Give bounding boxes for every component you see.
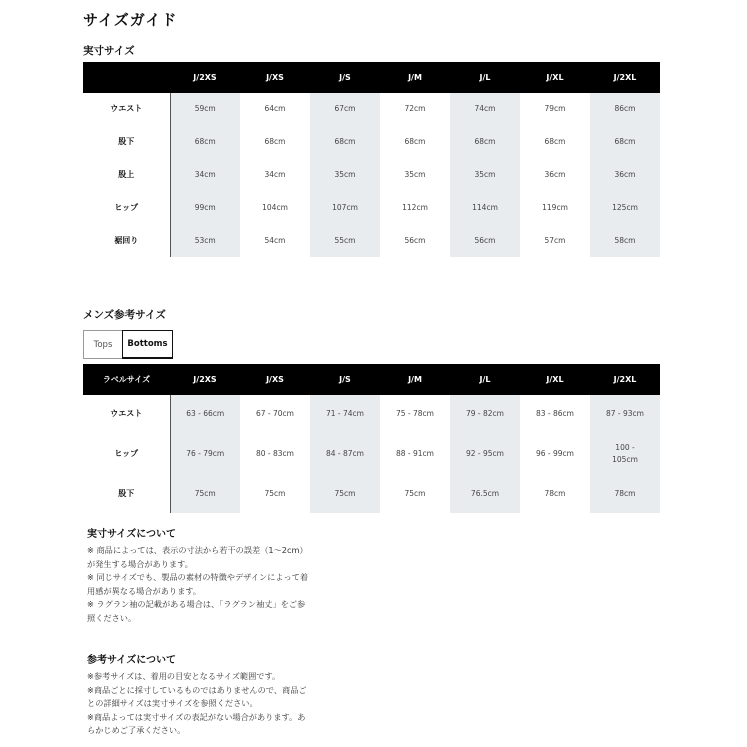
table-cell: 64cm <box>264 104 286 114</box>
table-cell: 80 - 83cm <box>256 449 294 458</box>
table-cell: 68cm <box>404 137 426 147</box>
row-label: ヒップ <box>83 433 170 475</box>
table-cell: 68cm <box>170 126 240 159</box>
note-line: との詳細サイズは実寸サイズを参照ください。 <box>87 698 258 708</box>
column-header: J/S <box>310 364 380 395</box>
note-line: ※ 同じサイズでも、製品の素材の特徴やデザインによって着 <box>87 572 309 582</box>
table-cell: 68cm <box>310 126 380 159</box>
column-header: J/M <box>380 62 450 93</box>
table-cell: 75cm <box>404 489 426 498</box>
table-cell: 67cm <box>310 93 380 126</box>
actual-size-table <box>83 62 660 257</box>
note-line: ※ 商品によっては、表示の寸法から若干の誤差（1〜2cm） <box>87 545 308 555</box>
table-cell: 92 - 95cm <box>450 433 520 475</box>
table-cell: 75 - 78cm <box>396 409 434 418</box>
table-cell: 83 - 86cm <box>536 409 574 418</box>
table-cell: 79cm <box>544 104 566 114</box>
table-cell: 36cm <box>544 169 566 179</box>
table-cell: 56cm <box>450 224 520 257</box>
table-cell: 76.5cm <box>450 475 520 513</box>
table-cell: 112cm <box>402 202 428 212</box>
table-cell: 75cm <box>170 475 240 513</box>
column-header: J/2XL <box>590 364 660 395</box>
table-row <box>83 433 660 475</box>
column-header: J/2XS <box>170 364 240 395</box>
table-row <box>83 224 660 257</box>
corner-cell: ラベルサイズ <box>83 364 170 395</box>
note-line: ※参考サイズは、着用の目安となるサイズ範囲です。 <box>87 671 281 681</box>
table-cell: 87 - 93cm <box>590 395 660 433</box>
table-row <box>83 395 660 433</box>
column-header: J/M <box>380 364 450 395</box>
note-heading: 参考サイズについて <box>87 655 176 666</box>
table-header-row <box>83 364 660 395</box>
row-label: ウエスト <box>83 395 170 433</box>
note-line: 照ください。 <box>87 612 137 623</box>
table-cell: 114cm <box>450 191 520 224</box>
row-label: 股下 <box>83 475 170 513</box>
reference-size-heading: メンズ参考サイズ <box>83 309 166 321</box>
table-cell: 63 - 66cm <box>170 395 240 433</box>
table-row <box>83 475 660 513</box>
table-header-row <box>83 62 660 93</box>
column-header: J/L <box>450 62 520 93</box>
actual-size-heading: 実寸サイズ <box>83 45 135 57</box>
table-cell: 78cm <box>590 475 660 513</box>
table-row <box>83 159 660 192</box>
category-tabs <box>83 330 173 359</box>
table-cell: 75cm <box>264 489 286 498</box>
column-header: J/L <box>450 364 520 395</box>
note-line: ※商品ごとに採寸しているものではありませんので、商品ご <box>87 684 307 695</box>
table-cell: 55cm <box>310 224 380 257</box>
table-row <box>83 126 660 159</box>
table-cell: 35cm <box>450 159 520 192</box>
note-heading: 実寸サイズについて <box>87 529 176 540</box>
table-row <box>83 93 660 126</box>
table-row <box>83 191 660 224</box>
table-cell: 34cm <box>170 159 240 192</box>
table-cell: 78cm <box>544 489 566 498</box>
table-cell: 34cm <box>264 169 286 179</box>
page-title: サイズガイド <box>83 11 178 29</box>
table-cell: 56cm <box>404 235 426 245</box>
row-label: 股下 <box>83 126 170 159</box>
table-cell: 74cm <box>450 93 520 126</box>
table-cell: 71 - 74cm <box>310 395 380 433</box>
table-cell: 96 - 99cm <box>536 449 574 458</box>
table-cell: 119cm <box>542 202 568 212</box>
column-header: J/2XL <box>590 62 660 93</box>
table-cell: 72cm <box>404 104 426 114</box>
actual-size-note <box>87 525 357 625</box>
column-header: J/XS <box>240 364 310 395</box>
row-label: 裾回り <box>83 224 170 257</box>
note-line: が発生する場合があります。 <box>87 558 193 569</box>
table-cell: 100 - 105cm <box>590 433 660 475</box>
table-cell: 76 - 79cm <box>170 433 240 475</box>
row-label: ウエスト <box>83 93 170 126</box>
row-label: ヒップ <box>83 191 170 224</box>
tab-bottoms[interactable]: Bottoms <box>122 330 173 359</box>
table-cell: 68cm <box>544 137 566 147</box>
table-cell: 84 - 87cm <box>310 433 380 475</box>
table-cell: 58cm <box>590 224 660 257</box>
table-cell: 57cm <box>544 235 566 245</box>
column-header: J/S <box>310 62 380 93</box>
table-cell: 75cm <box>310 475 380 513</box>
table-cell: 35cm <box>404 169 426 179</box>
table-cell: 35cm <box>310 159 380 192</box>
table-cell: 68cm <box>590 126 660 159</box>
table-cell: 104cm <box>262 202 288 212</box>
table-cell: 67 - 70cm <box>256 409 294 418</box>
column-header: J/XL <box>520 62 590 93</box>
note-line: ※商品よっては実寸サイズの表記がない場合があります。あ <box>87 711 306 722</box>
table-cell: 88 - 91cm <box>396 449 434 458</box>
table-cell: 125cm <box>590 191 660 224</box>
table-cell: 59cm <box>170 93 240 126</box>
note-line: 用感が異なる場合があります。 <box>87 585 201 596</box>
column-header: J/XS <box>240 62 310 93</box>
column-header: J/2XS <box>170 62 240 93</box>
reference-size-table <box>83 364 660 513</box>
note-line: ※ ラグラン袖の記載がある場合は、「ラグラン袖丈」をご参 <box>87 599 306 609</box>
reference-size-note <box>87 651 357 738</box>
table-cell: 99cm <box>170 191 240 224</box>
table-cell: 107cm <box>310 191 380 224</box>
table-cell: 36cm <box>590 159 660 192</box>
table-cell: 68cm <box>450 126 520 159</box>
tab-tops[interactable]: Tops <box>83 330 122 359</box>
column-header: J/XL <box>520 364 590 395</box>
table-cell: 68cm <box>264 137 286 147</box>
table-cell: 79 - 82cm <box>450 395 520 433</box>
corner-cell <box>83 62 170 93</box>
row-label: 股上 <box>83 159 170 192</box>
table-cell: 53cm <box>170 224 240 257</box>
note-line: らかじめご了承ください。 <box>87 725 186 735</box>
table-cell: 54cm <box>264 235 286 245</box>
table-cell: 86cm <box>590 93 660 126</box>
